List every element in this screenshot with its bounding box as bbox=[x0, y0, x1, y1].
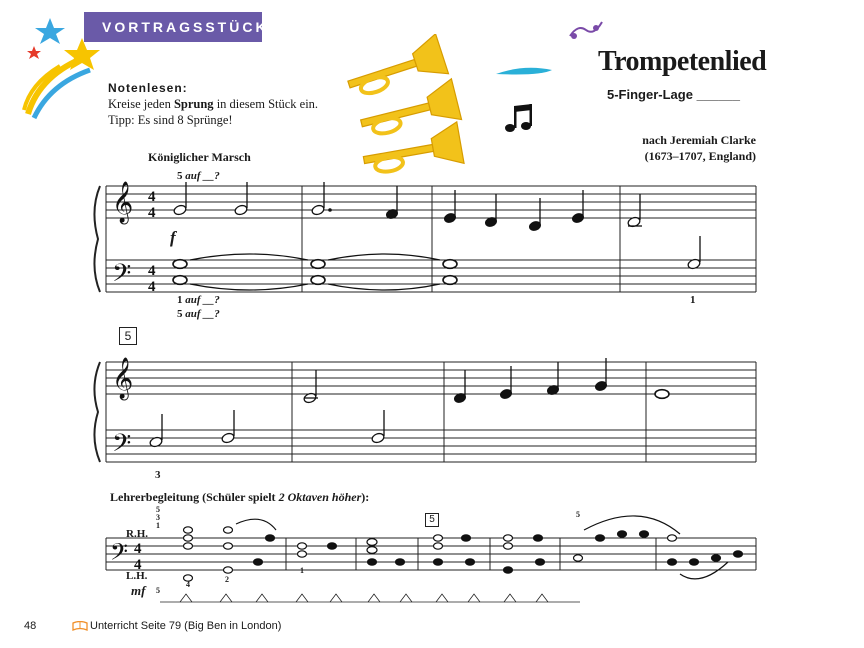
duet-fingering-right: 5 bbox=[576, 510, 580, 519]
brace-2 bbox=[94, 362, 100, 462]
duet-fingering-4: 4 bbox=[186, 580, 190, 589]
bass-staff-1 bbox=[106, 260, 756, 292]
quarter-note bbox=[453, 380, 607, 403]
composer-dates: (1673–1707, England) bbox=[644, 149, 756, 163]
time-sig-bass: 4 bbox=[148, 263, 156, 279]
half-note bbox=[173, 204, 641, 228]
bass-clef-icon: 𝄢 bbox=[112, 430, 132, 463]
bass-clef-icon: 𝄢 bbox=[112, 260, 132, 293]
lh-label: L.H. bbox=[126, 570, 148, 582]
whole-note-chord bbox=[173, 260, 457, 285]
song-title: Trompetenlied bbox=[598, 46, 767, 77]
bass-staff-2 bbox=[106, 430, 756, 462]
treble-staff-1 bbox=[106, 186, 756, 218]
section-banner: VORTRAGSSTÜCK bbox=[84, 12, 262, 42]
rh-fingering: 5 auf __? bbox=[177, 170, 220, 182]
treble-clef-icon: 𝄞 bbox=[112, 182, 134, 222]
lh-fingering-b: 5 auf __? bbox=[177, 308, 220, 320]
duet-measure-number-box: 5 bbox=[425, 513, 439, 527]
svg-text:4: 4 bbox=[134, 557, 142, 573]
lh-fingering-row2: 3 bbox=[155, 469, 161, 481]
composer-name: nach Jeremiah Clarke bbox=[642, 133, 756, 147]
lesson-reference: Unterricht Seite 79 (Big Ben in London) bbox=[90, 620, 282, 632]
lh-fingering-a: 1 auf __? bbox=[177, 294, 220, 306]
whole-note bbox=[655, 390, 669, 399]
dynamic-forte: f bbox=[170, 228, 176, 247]
svg-text:4: 4 bbox=[148, 279, 156, 295]
duet-fingering-top: 5 3 1 bbox=[156, 505, 160, 530]
brace-1 bbox=[94, 186, 100, 292]
quarter-note bbox=[385, 208, 584, 231]
treble-clef-icon: 𝄞 bbox=[112, 358, 134, 398]
treble-staff-2 bbox=[106, 362, 756, 394]
teacher-accompaniment-label: Lehrerbegleitung (Schüler spielt 2 Oktaven höher): bbox=[110, 490, 370, 504]
time-sig-duet: 4 bbox=[134, 541, 142, 557]
instructions-heading: Notenlesen: bbox=[108, 81, 188, 95]
duet-staff bbox=[106, 538, 756, 570]
position-subtitle: 5-Finger-Lage ______ bbox=[607, 87, 740, 102]
duet-fingering-2: 2 bbox=[225, 575, 229, 584]
measure-number-box: 5 bbox=[119, 327, 137, 345]
page-number: 48 bbox=[24, 620, 37, 632]
svg-text:4: 4 bbox=[148, 205, 156, 221]
instructions-line2: Tipp: Es sind 8 Sprünge! bbox=[108, 113, 233, 127]
rh-label: R.H. bbox=[126, 528, 148, 540]
dynamic-mezzoforte: mf bbox=[131, 583, 146, 598]
lh-fingering-end: 1 bbox=[690, 294, 696, 306]
time-sig-treble: 4 bbox=[148, 189, 156, 205]
duet-fingering-5: 5 bbox=[156, 586, 160, 595]
duet-fingering-1: 1 bbox=[300, 566, 304, 575]
book-icon bbox=[72, 621, 88, 631]
tempo-marking: Königlicher Marsch bbox=[148, 150, 251, 164]
instructions-line1: Kreise jeden Sprung in diesem Stück ein. bbox=[108, 97, 319, 111]
bass-clef-icon: 𝄢 bbox=[110, 540, 129, 571]
